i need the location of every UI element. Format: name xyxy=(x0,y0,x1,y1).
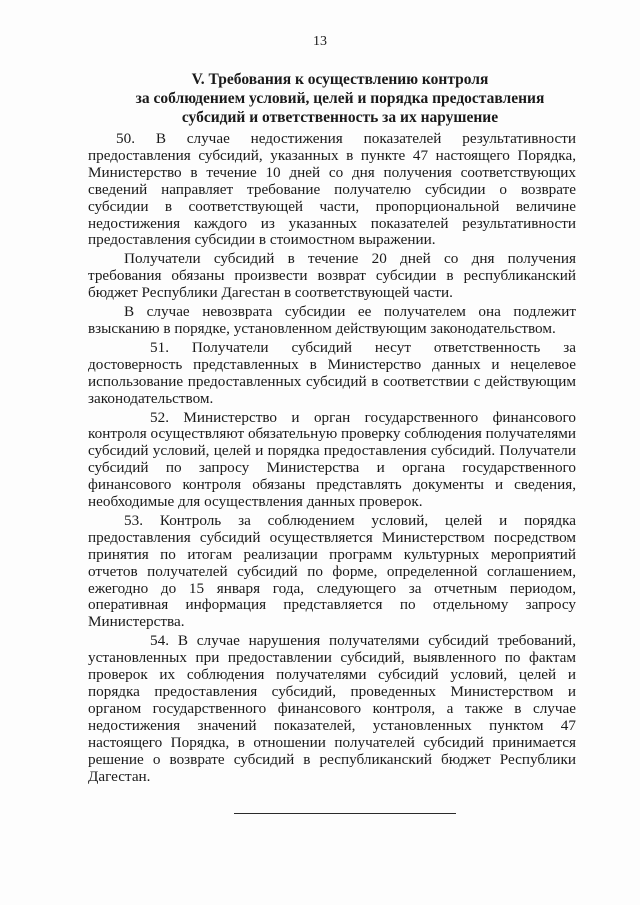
paragraph-50: 50. В случае недостижения показателей результативности предоставления субсидий, указанных в пункте 47 настоящего Порядка, Министерство в течение 10 дней со дня получения соответствующих сведений направляет требование получателю субсидии о возврате субсидии в соответствующей части, пропорциональной величине недостижения каждого из указанных показателей результативности предоставления субсидии в стоимостном выражении. xyxy=(88,130,576,249)
page-number: 13 xyxy=(313,34,327,49)
paragraph-51: 51. Получатели субсидий несут ответственность за достоверность представленных в Министерство данных и нецелевое использование предоставленных субсидий в соответствии с действующим законодательством. xyxy=(88,338,576,407)
paragraph-50-non-return: В случае невозврата субсидии ее получателем она подлежит взысканию в порядке, установленном действующим законодательством. xyxy=(88,303,576,337)
paragraph-50-return: Получатели субсидий в течение 20 дней со дня получения требования обязаны произвести возврат субсидии в республиканский бюджет Республики Дагестан в соответствующей части. xyxy=(88,250,576,302)
document-body xyxy=(88,131,576,785)
closing-rule xyxy=(234,813,456,814)
heading-line-2: за соблюдением условий, целей и порядка предоставления xyxy=(135,90,545,107)
paragraph-52: 52. Министерство и орган государственного финансового контроля осуществляют обязательную проверку соблюдения получателями субсидий условий, целей и порядка предоставления субсидий. Получатели субсидий по запросу Министерства и органа государственного финансового контроля обязаны представлять документы и сведения, необходимые для осуществления данных проверок. xyxy=(88,408,576,511)
heading-line-3: субсидий и ответственность за их нарушение xyxy=(181,109,499,126)
paragraph-53: 53. Контроль за соблюдением условий, целей и порядка предоставления субсидий осуществляется Министерством посредством принятия по итогам реализации программ культурных мероприятий отчетов получателей субсидий по форме, определенной соглашением, ежегодно до 15 января года, следующего за отчетным периодом, оперативная информация представляется по отдельному запросу Министерства. xyxy=(88,511,576,631)
heading-line-1: V. Требования к осуществлению контроля xyxy=(191,71,489,88)
section-heading xyxy=(90,70,590,127)
paragraph-54: 54. В случае нарушения получателями субсидий требований, установленных при предоставлении субсидий, выявленного по фактам проверок их соблюдения получателями субсидий условий, целей и порядка предоставления субсидий, проведенных Министерством и органом государственного финансового контроля, а также в случае недостижения значений показателей, установленных пунктом 47 настоящего Порядка, в отношении получателей субсидий принимается решение о возврате субсидий в республиканский бюджет Республики Дагестан. xyxy=(88,632,576,785)
